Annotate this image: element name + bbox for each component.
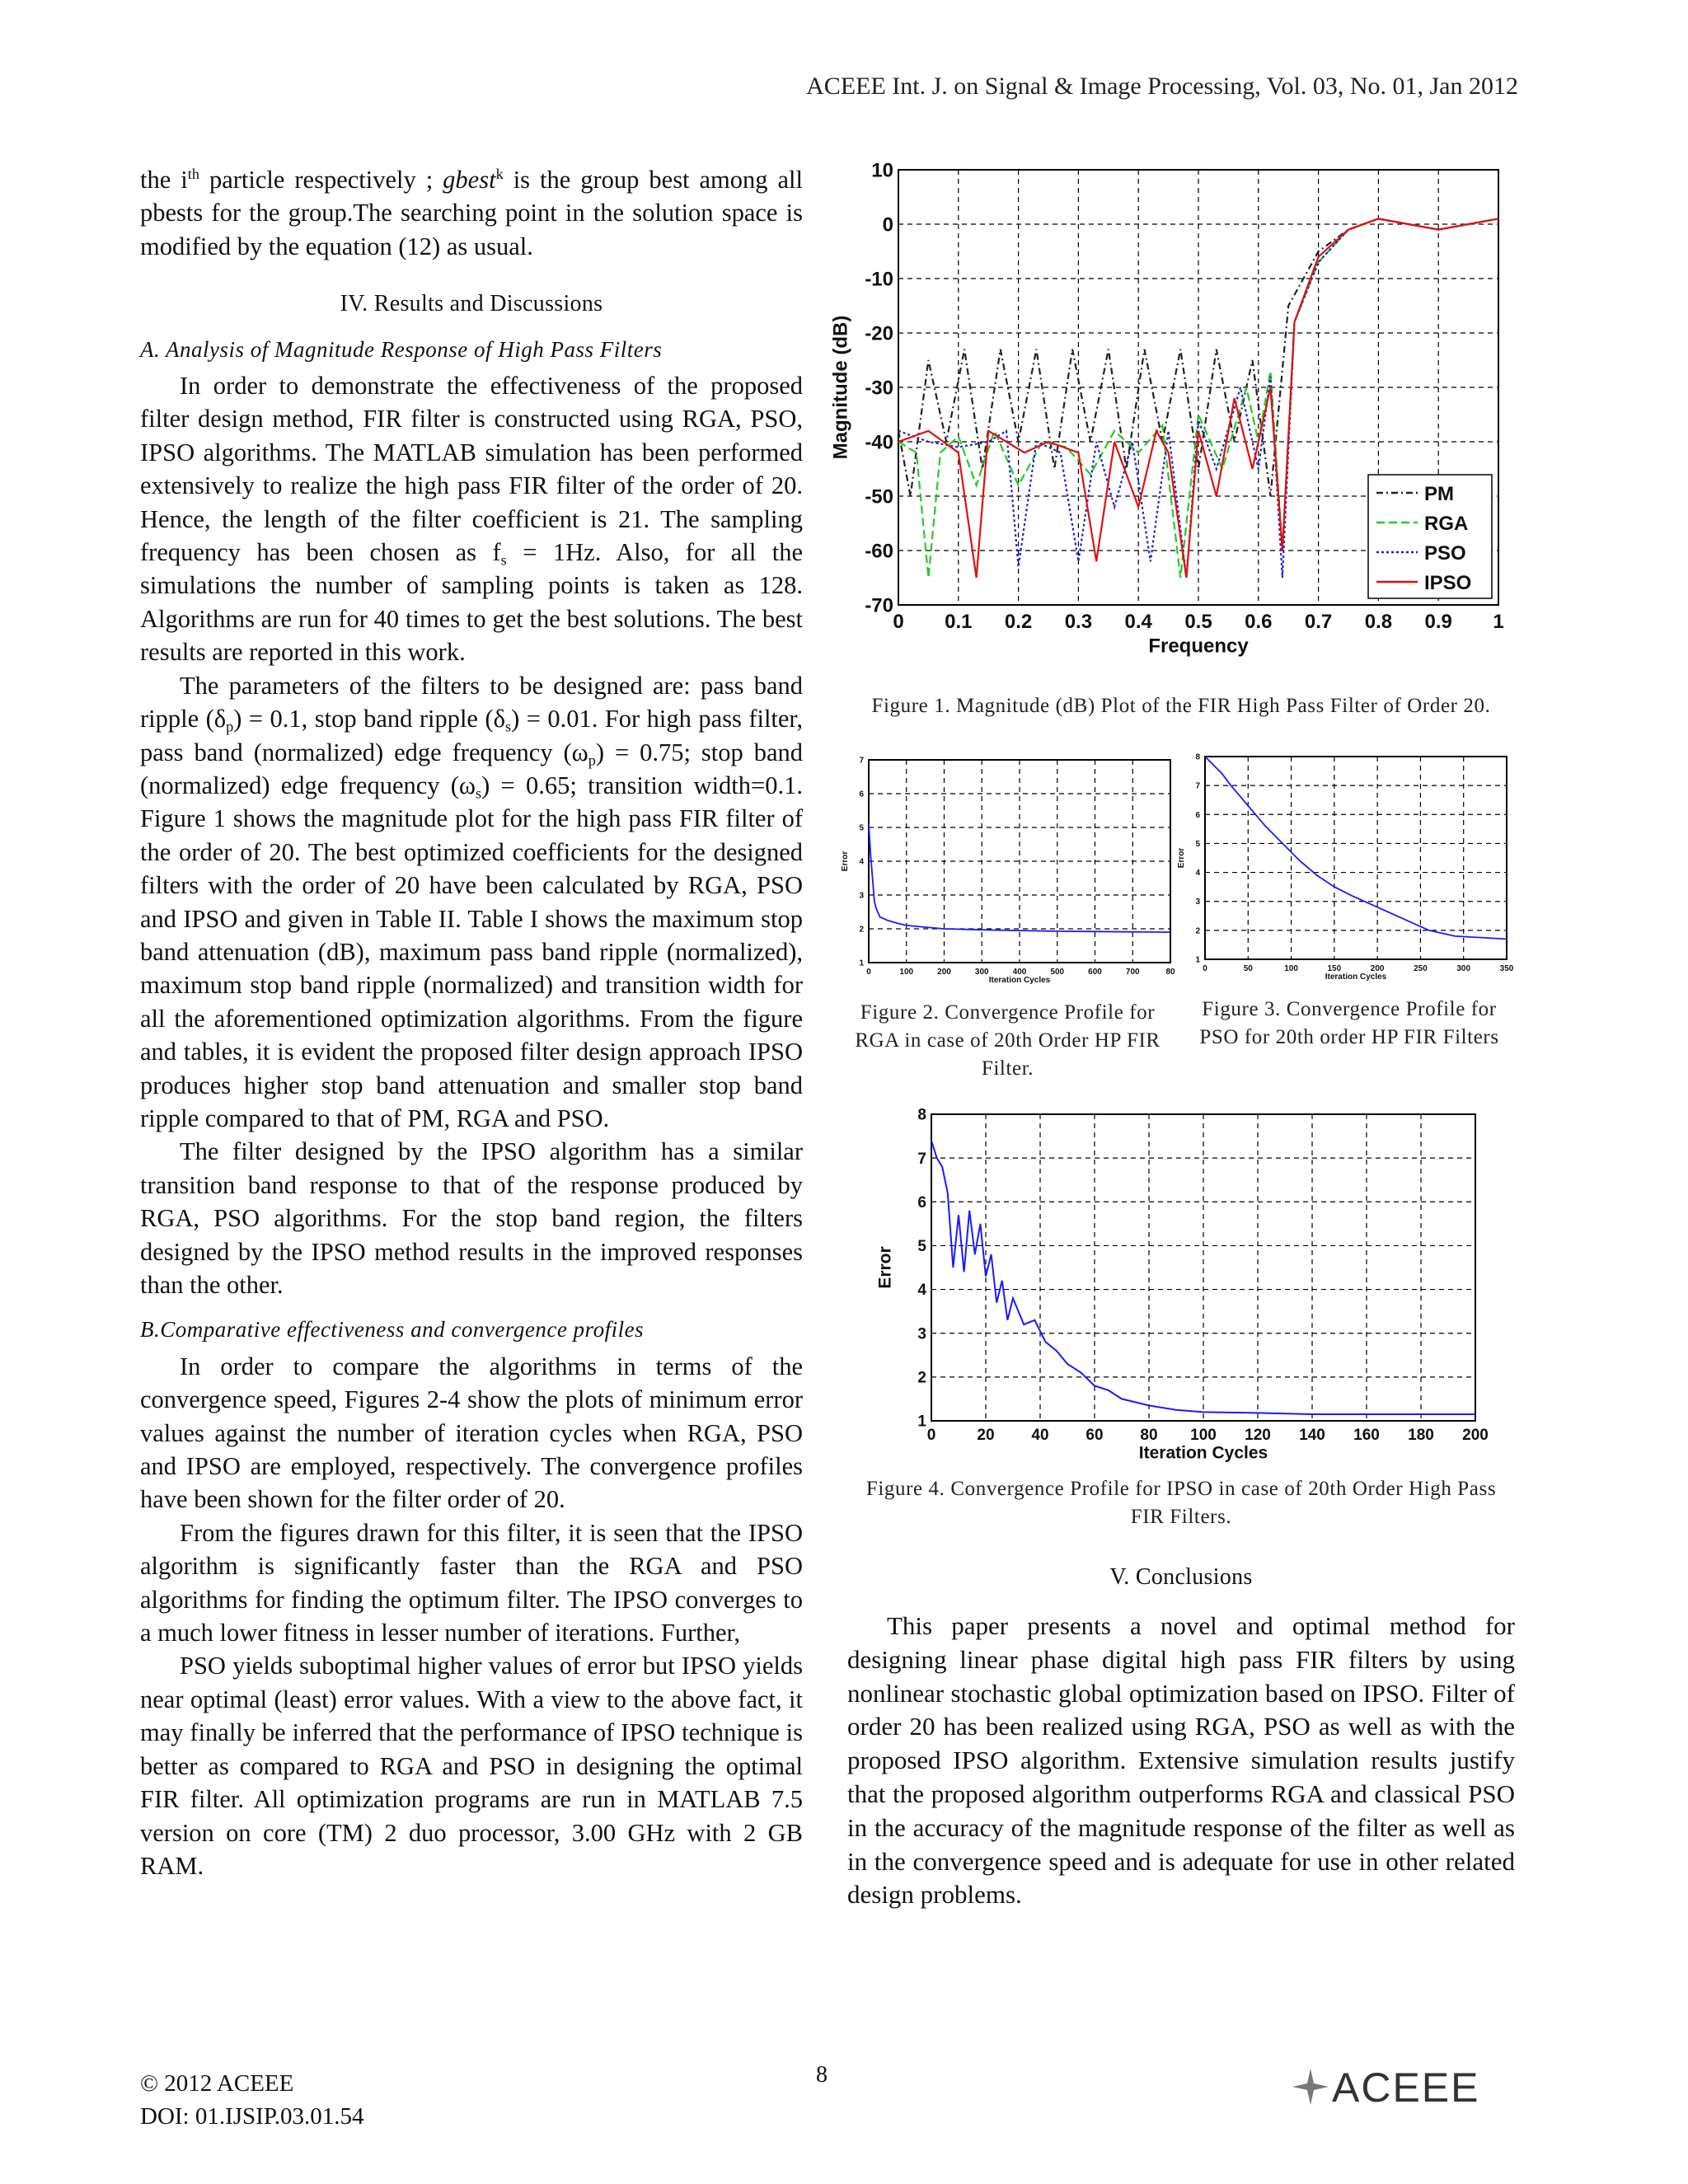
plot-area [1177, 753, 1514, 982]
x-tick-label: 250 [1414, 964, 1428, 973]
aceee-logo [1286, 2062, 1517, 2111]
text: the i [140, 166, 188, 194]
y-axis-label: Magnitude (dB) [829, 315, 852, 460]
x-tick-label: 0 [926, 1427, 936, 1444]
paragraph-6: PSO yields suboptimal higher values of error but IPSO yields near optimal (least) error values. With a view to the above fact, it may finally be inferred that the performance of IPSO technique is better as compared to RGA and PSO in designing the optimal FIR filter. All optimization programs are run in MATLAB 7.5 version on core (TM) 2 duo processor, 3.00 GHz with 2 GB RAM. [140, 1652, 803, 1880]
figure-2-caption: Figure 2. Convergence Profile for RGA in case of 20th Order HP FIR Filter. [855, 1001, 1160, 1080]
plot-area [876, 1107, 1489, 1463]
y-tick-label: 1 [1195, 955, 1200, 965]
y-tick-label: 2 [1195, 926, 1200, 936]
paragraph-3: The filter designed by the IPSO algorithm has a similar transition band response to that of the response produced by RGA, PSO algorithms. For the stop band region, the filters designed by the IPSO method results in the improved responses than the other. [140, 1137, 803, 1299]
y-tick-label: 2 [917, 1369, 926, 1387]
star-icon [1292, 2069, 1329, 2105]
x-tick-label: 0.6 [1245, 611, 1273, 633]
text: is the group best among all pbests for the group.The searching point in the solution space is modified by the equation (12) as usual. [140, 166, 803, 260]
y-tick-label: 3 [1195, 898, 1200, 907]
legend [1368, 475, 1492, 598]
x-tick-label: 120 [1245, 1427, 1271, 1444]
text: ) = 0.65; transition width=0.1. Figure 1 shows the magnitude plot for the high pass FIR filter of the order of 20. The best optimized coefficients for the designed filters with the order of 20 have been calculated by RGA, PSO and IPSO and given in Table II. Table I shows the maximum stop band attenuation (dB), maximum pass band ripple (normalized), maximum stop band ripple (normalized) and transition width for all the aforementioned optimization algorithms. From the figure and tables, it is evident the proposed filter design approach IPSO produces higher stop band attenuation and smaller stop band ripple compared to that of PM, RGA and PSO. [140, 771, 803, 1132]
x-tick-label: 100 [899, 968, 914, 977]
x-tick-label: 50 [1243, 964, 1253, 973]
x-tick-label: 0.4 [1124, 611, 1152, 633]
x-tick-label: 500 [1050, 968, 1065, 977]
subscript: p [588, 751, 596, 768]
conclusion-text [847, 1610, 1515, 1912]
x-axis-label: Iteration Cycles [1138, 1443, 1268, 1463]
x-tick-label: 150 [1327, 964, 1342, 973]
x-axis-label: Iteration Cycles [988, 976, 1051, 985]
x-axis-label: Frequency [1148, 635, 1249, 658]
y-tick-label: -70 [865, 594, 893, 617]
paragraph-1 [140, 369, 803, 669]
x-tick-label: 80 [1165, 968, 1175, 977]
y-tick-label: 4 [859, 857, 864, 867]
y-tick-label: -30 [865, 377, 893, 400]
x-tick-label: 0.3 [1064, 611, 1093, 633]
x-axis-label: Iteration Cycles [1325, 972, 1387, 982]
y-tick-label: -60 [865, 540, 893, 563]
section-title-results: IV. Results and Discussions [340, 291, 603, 317]
copyright: © 2012 ACEEE [140, 2070, 294, 2097]
text: The parameters of the filters to be designed are: pass band ripple (δ [140, 671, 803, 733]
legend-label: RGA [1424, 513, 1469, 535]
figure-4-caption: Figure 4. Convergence Profile for IPSO in case of 20th Order High Pass FIR Filters. [865, 1478, 1497, 1528]
y-tick-label: 2 [859, 925, 864, 935]
text: In order to demonstrate the effectiveness of the proposed filter design method, FIR filter is constructed using RGA, PSO, IPSO algorithms. The MATLAB simulation has been performed extensively to realize the high pass FIR filter of the order of 20. Hence, the length of the filter coefficient is 21. The sampling frequency has been chosen as f [140, 372, 803, 567]
text: ) = 0.1, stop band ripple (δ [233, 705, 505, 733]
legend-label: IPSO [1424, 572, 1472, 594]
x-tick-label: 200 [937, 968, 951, 977]
x-tick-label: 160 [1353, 1427, 1380, 1444]
y-tick-label: 7 [859, 756, 864, 766]
y-tick-label: 6 [1195, 810, 1200, 820]
subscript: p [226, 718, 234, 735]
subsection-title-a: A. Analysis of Magnitude Response of High Pass Filters [140, 336, 663, 362]
y-tick-label: 4 [1195, 869, 1200, 879]
figure-1-caption: Figure 1. Magnitude (dB) Plot of the FIR High Pass Filter of Order 20. [871, 695, 1491, 717]
legend-label: PSO [1424, 542, 1466, 565]
figure-1-chart [829, 159, 1515, 673]
section-title-conclusions: V. Conclusions [1109, 1564, 1253, 1590]
y-tick-label: 1 [859, 958, 864, 968]
plot-area [841, 757, 1175, 986]
y-tick-label: 5 [1195, 839, 1200, 849]
x-tick-label: 300 [974, 968, 989, 977]
x-tick-label: 80 [1140, 1427, 1158, 1444]
left-column [140, 163, 803, 1882]
text: particle respectively ; [199, 166, 443, 194]
y-tick-label: 3 [917, 1325, 926, 1343]
x-tick-label: 0.9 [1424, 611, 1452, 633]
x-tick-label: 0 [893, 611, 904, 633]
journal-header: ACEEE Int. J. on Signal & Image Processing, Vol. 03, No. 01, Jan 2012 [806, 73, 1518, 100]
subscript: s [504, 718, 512, 735]
x-tick-label: 40 [1031, 1427, 1049, 1444]
text: = 1Hz. Also, for all the simulations the number of sampling points is taken as 128. Algorithms are run for 40 times to get the best solutions. The best results are reported in this work. [140, 538, 804, 667]
x-tick-label: 100 [1284, 964, 1298, 973]
y-tick-label: 10 [871, 159, 893, 182]
y-tick-label: -40 [865, 431, 893, 454]
superscript: th [187, 166, 199, 183]
y-axis-label: Error [841, 851, 850, 872]
legend-label: PM [1424, 483, 1454, 505]
superscript: k [495, 166, 504, 183]
y-tick-label: 1 [917, 1413, 926, 1431]
x-tick-label: 1 [1493, 611, 1504, 633]
y-tick-label: 5 [917, 1238, 926, 1256]
x-tick-label: 180 [1408, 1427, 1434, 1444]
x-tick-label: 0.2 [1004, 611, 1033, 633]
x-tick-label: 0.8 [1364, 611, 1393, 633]
paragraph-2 [140, 669, 803, 1136]
y-tick-label: 7 [1195, 781, 1200, 791]
x-tick-label: 700 [1125, 968, 1140, 977]
figure-3-caption: Figure 3. Convergence Profile for PSO for 20th order HP FIR Filters [1199, 998, 1499, 1048]
doi: DOI: 01.IJSIP.03.01.54 [140, 2103, 364, 2130]
paragraph-5: From the figures drawn for this filter, it is seen that the IPSO algorithm is significantly faster than the RGA and PSO algorithms for finding the optimum filter. The IPSO converges to a much lower fitness in lesser number of iterations. Further, [140, 1518, 803, 1647]
x-tick-label: 100 [1190, 1427, 1217, 1444]
y-tick-label: 5 [859, 823, 864, 833]
y-tick-label: 6 [917, 1193, 926, 1212]
axes-frame [1205, 757, 1507, 959]
series-line [1205, 757, 1507, 939]
y-tick-label: -20 [865, 322, 893, 345]
paragraph-intro [140, 163, 803, 263]
x-tick-label: 200 [1370, 964, 1385, 973]
y-tick-label: 4 [917, 1282, 926, 1300]
x-tick-label: 0.1 [945, 611, 973, 633]
x-tick-label: 0 [1203, 964, 1207, 973]
y-tick-label: -50 [865, 485, 893, 509]
subscript: s [500, 551, 507, 569]
y-tick-label: 8 [917, 1106, 926, 1124]
y-tick-label: 6 [859, 790, 864, 799]
subsection-title-b: B.Comparative effectiveness and convergence profiles [140, 1317, 645, 1343]
x-tick-label: 0.5 [1184, 611, 1212, 633]
y-tick-label: -10 [865, 268, 893, 291]
figure-3-chart [1177, 750, 1515, 984]
x-tick-label: 0.7 [1304, 611, 1333, 633]
paragraph-conclusion: This paper presents a novel and optimal method for designing linear phase digital high pass FIR filters by using nonlinear stochastic global optimization based on IPSO. Filter of order 20 has been realized using RGA, PSO as well as with the proposed IPSO algorithm. Extensive simulation results justify that the proposed algorithm outperforms RGA and classical PSO in the accuracy of the magnitude response of the filter as well as in the convergence speed and is adequate for use in other related design problems. [847, 1611, 1515, 1910]
y-tick-label: 0 [882, 213, 893, 237]
x-tick-label: 0 [866, 968, 871, 977]
footer-left [140, 2067, 364, 2133]
x-tick-label: 60 [1085, 1427, 1104, 1444]
x-tick-label: 140 [1299, 1427, 1325, 1444]
text: ) = 0.75; stop band (normalized) edge frequency (ω [140, 738, 803, 799]
figure-4-chart [875, 1104, 1492, 1467]
page-number: 8 [816, 2062, 828, 2088]
logo-text: ACEEE [1332, 2064, 1480, 2111]
x-tick-label: 350 [1499, 964, 1514, 973]
x-tick-label: 20 [977, 1427, 995, 1444]
y-tick-label: 8 [1195, 752, 1200, 762]
subscript: s [476, 785, 482, 802]
y-axis-label: Error [875, 1246, 895, 1289]
figure-2-chart [841, 753, 1179, 987]
x-tick-label: 400 [1012, 968, 1027, 977]
x-tick-label: 200 [1462, 1427, 1489, 1444]
y-tick-label: 7 [917, 1150, 926, 1168]
paragraph-4: In order to compare the algorithms in terms of the convergence speed, Figures 2-4 show the plots of minimum error values against the number of iteration cycles when RGA, PSO and IPSO are employed, respectively. The convergence profiles have been shown for the filter order of 20. [140, 1352, 803, 1514]
text: ) = 0.01. For high pass filter, pass band (normalized) edge frequency (ω [140, 705, 803, 766]
x-tick-label: 300 [1456, 964, 1471, 973]
y-axis-label: Error [1177, 847, 1186, 869]
y-tick-label: 3 [859, 891, 864, 901]
math-gbest: gbest [443, 166, 496, 194]
x-tick-label: 600 [1088, 968, 1102, 977]
